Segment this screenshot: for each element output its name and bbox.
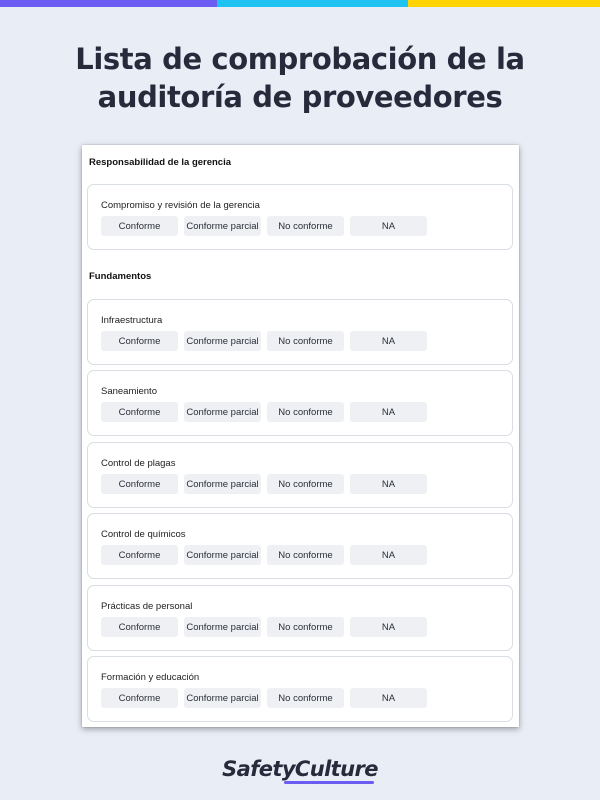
checklist-item [87,585,513,651]
checklist-document [82,145,519,727]
option-no-conforme-button[interactable]: No conforme [267,688,344,708]
checklist-item [87,299,513,365]
color-bar-purple [0,0,217,7]
option-no-conforme-button[interactable]: No conforme [267,617,344,637]
option-na-button[interactable]: NA [350,688,427,708]
color-bar-cyan [217,0,408,7]
option-no-conforme-button[interactable]: No conforme [267,216,344,236]
response-options [101,617,427,637]
option-na-button[interactable]: NA [350,331,427,351]
option-conforme-parcial-button[interactable]: Conforme parcial [184,688,261,708]
logo-text-culture: Culture [294,757,378,781]
option-conforme-button[interactable]: Conforme [101,474,178,494]
response-options [101,216,427,236]
option-na-button[interactable]: NA [350,617,427,637]
option-conforme-button[interactable]: Conforme [101,688,178,708]
logo-text-safety: Safety [222,757,295,781]
option-conforme-button[interactable]: Conforme [101,617,178,637]
option-na-button[interactable]: NA [350,216,427,236]
checklist-item-label: Infraestructura [101,315,163,326]
option-conforme-parcial-button[interactable]: Conforme parcial [184,331,261,351]
option-conforme-parcial-button[interactable]: Conforme parcial [184,216,261,236]
page-title-line-2: auditoría de proveedores [97,80,503,114]
checklist-item-label: Formación y educación [101,672,200,683]
option-conforme-parcial-button[interactable]: Conforme parcial [184,402,261,422]
response-options [101,474,427,494]
option-conforme-button[interactable]: Conforme [101,216,178,236]
option-no-conforme-button[interactable]: No conforme [267,545,344,565]
logo-underline [284,781,374,784]
checklist-item-label: Control de químicos [101,529,186,540]
checklist-item [87,513,513,579]
top-color-bar [0,0,600,7]
checklist-item [87,656,513,722]
page-title [0,40,600,116]
option-conforme-button[interactable]: Conforme [101,545,178,565]
checklist-item-label: Control de plagas [101,458,176,469]
checklist-item [87,442,513,508]
checklist-item [87,370,513,436]
response-options [101,402,427,422]
option-conforme-button[interactable]: Conforme [101,331,178,351]
option-no-conforme-button[interactable]: No conforme [267,402,344,422]
option-na-button[interactable]: NA [350,474,427,494]
response-options [101,545,427,565]
checklist-item-label: Saneamiento [101,386,157,397]
option-no-conforme-button[interactable]: No conforme [267,474,344,494]
option-na-button[interactable]: NA [350,402,427,422]
option-na-button[interactable]: NA [350,545,427,565]
color-bar-yellow [408,0,600,7]
checklist-item-label: Compromiso y revisión de la gerencia [101,200,260,211]
option-no-conforme-button[interactable]: No conforme [267,331,344,351]
section-title-fundamentos: Fundamentos [89,271,152,282]
checklist-item [87,184,513,250]
page-title-line-1: Lista de comprobación de la [75,42,525,76]
response-options [101,331,427,351]
option-conforme-parcial-button[interactable]: Conforme parcial [184,545,261,565]
section-title-gerencia: Responsabilidad de la gerencia [89,157,232,168]
option-conforme-parcial-button[interactable]: Conforme parcial [184,617,261,637]
response-options [101,688,427,708]
option-conforme-button[interactable]: Conforme [101,402,178,422]
logo-wordmark [222,757,378,781]
safetyculture-logo [0,757,600,781]
option-conforme-parcial-button[interactable]: Conforme parcial [184,474,261,494]
checklist-item-label: Prácticas de personal [101,601,193,612]
